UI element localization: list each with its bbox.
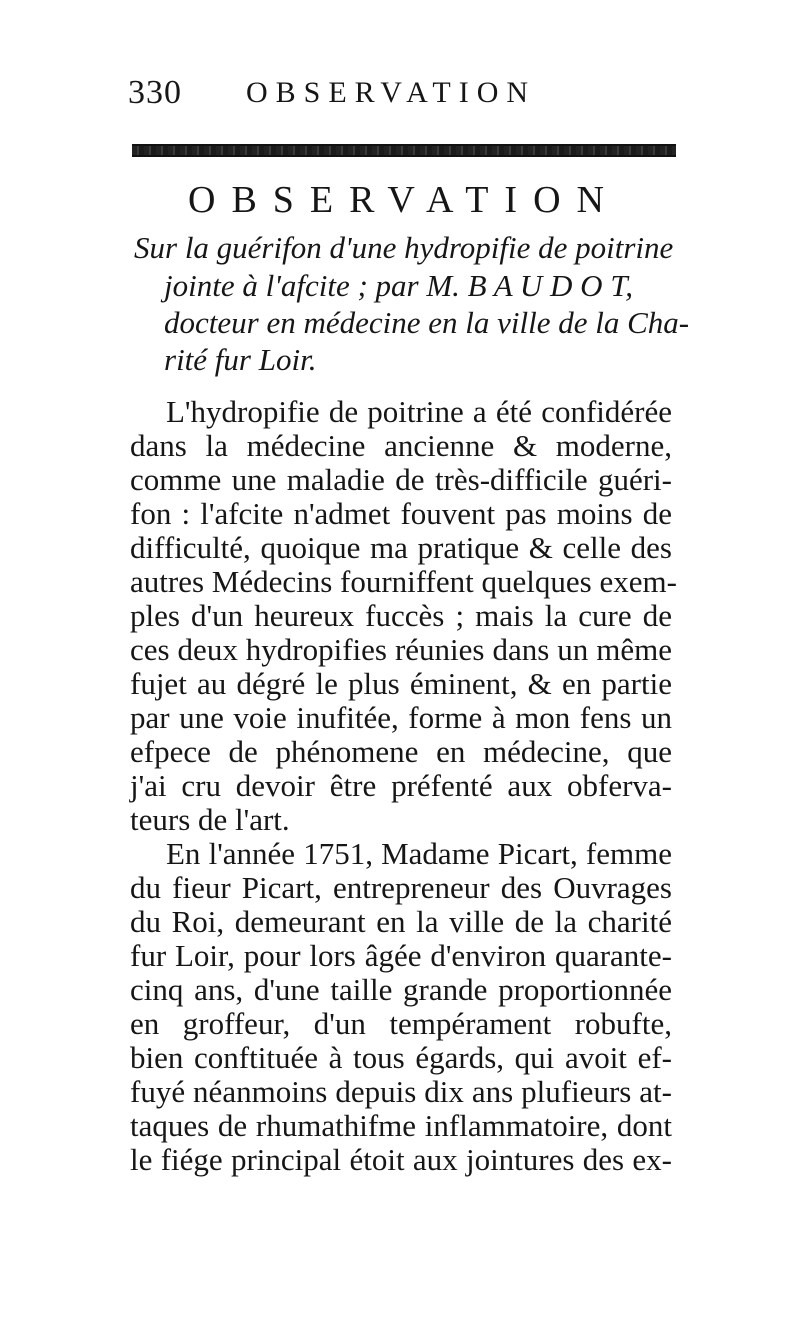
body-line: dans la médecine ancienne & moderne, <box>130 428 672 463</box>
body-line: fon : l'afcite n'admet fouvent pas moins de <box>130 496 672 531</box>
body-line: en groffeur, d'un tempérament robufte, <box>130 1006 672 1041</box>
body-line: En l'année 1751, Madame Picart, femme <box>166 836 672 871</box>
body-line: fuyé néanmoins depuis dix ans plufieurs at- <box>130 1074 672 1109</box>
subtitle-line: docteur en médecine en la ville de la Cha- <box>164 305 690 340</box>
body-line: par une voie inufitée, forme à mon fens un <box>130 700 672 735</box>
body-line: teurs de l'art. <box>130 802 290 837</box>
body-line: efpece de phénomene en médecine, que <box>130 734 672 769</box>
body-line: ples d'un heureux fuccès ; mais la cure de <box>130 598 672 633</box>
page-number: 330 <box>128 74 182 111</box>
body-line: le fiége principal étoit aux jointures des ex- <box>130 1142 672 1177</box>
body-line: comme une maladie de très-difficile guéri- <box>130 462 672 497</box>
body-line: du fieur Picart, entrepreneur des Ouvrages <box>130 870 672 905</box>
subtitle-line: Sur la guérifon d'une hydropifie de poitrine <box>134 230 674 265</box>
running-head: OBSERVATION <box>246 76 537 109</box>
body-line: autres Médecins fourniffent quelques exem- <box>130 564 677 599</box>
body-line: du Roi, demeurant en la ville de la charité <box>130 904 672 939</box>
body-line: difficulté, quoique ma pratique & celle des <box>130 530 672 565</box>
observation-title: OBSERVATION <box>188 179 620 221</box>
body-line: bien conftituée à tous égards, qui avoit ef- <box>130 1040 672 1075</box>
body-line: j'ai cru devoir être préfenté aux obferva- <box>130 768 672 803</box>
body-line: ces deux hydropifies réunies dans un même <box>130 632 672 667</box>
body-line: fur Loir, pour lors âgée d'environ quarante- <box>130 938 672 973</box>
ornamental-rule <box>132 144 676 157</box>
body-line: cinq ans, d'une taille grande proportionnée <box>130 972 672 1007</box>
subtitle-line: jointe à l'afcite ; par M. B A U D O T, <box>164 268 634 303</box>
body-line: L'hydropifie de poitrine a été confidérée <box>166 394 672 429</box>
body-line: taques de rhumathifme inflammatoire, dont <box>130 1108 672 1143</box>
subtitle-line: rité fur Loir. <box>164 342 317 377</box>
body-line: fujet au dégré le plus éminent, & en partie <box>130 666 672 701</box>
